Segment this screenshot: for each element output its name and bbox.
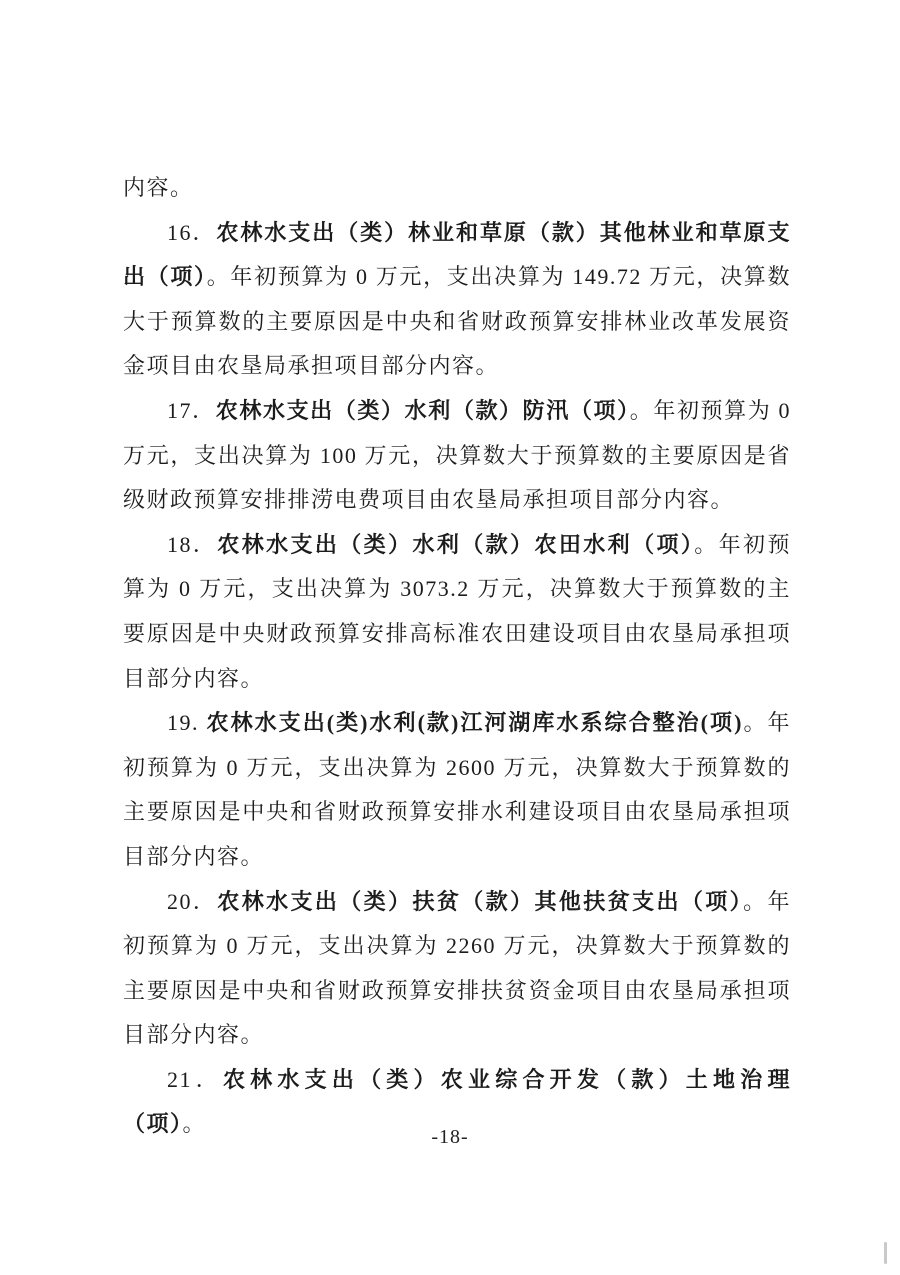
item-21-title: 农林水支出（类）农业综合开发（款）土地治理（项）	[123, 1066, 791, 1137]
document-text	[123, 166, 791, 1147]
item-18-title: 农林水支出（类）水利（款）农田水利（项）	[217, 531, 695, 557]
item-20-body: 。年初预算为 0 万元，支出决算为 2260 万元，决算数大于预算数的主要原因是中央和省财政预算安排扶贫资金项目由农垦局承担项目部分内容。	[123, 888, 791, 1048]
page-number: -18-	[431, 1126, 469, 1148]
page-footer	[0, 1124, 900, 1150]
paragraph-item-16	[123, 211, 791, 389]
item-21-number: 21．	[167, 1066, 223, 1092]
item-20-title: 农林水支出（类）扶贫（款）其他扶贫支出（项）	[217, 888, 744, 914]
item-18-body: 。年初预算为 0 万元，支出决算为 3073.2 万元，决算数大于预算数的主要原因是中央财政预算安排高标准农田建设项目由农垦局承担项目部分内容。	[123, 531, 791, 691]
paragraph-item-18	[123, 523, 791, 701]
paragraph-item-19	[123, 701, 791, 879]
paragraph-item-17	[123, 389, 791, 523]
item-16-title: 农林水支出（类）林业和草原（款）其他林业和草原支出（项）	[123, 219, 791, 290]
paragraph-item-20	[123, 880, 791, 1058]
item-16-body: 。年初预算为 0 万元，支出决算为 149.72 万元，决算数大于预算数的主要原因是中央和省财政预算安排林业改革发展资金项目由农垦局承担项目部分内容。	[123, 264, 791, 379]
item-19-body: 。年初预算为 0 万元，支出决算为 2600 万元，决算数大于预算数的主要原因是中央和省财政预算安排水利建设项目由农垦局承担项目部分内容。	[123, 710, 791, 869]
item-21-body: 。	[182, 1111, 207, 1137]
item-19-title: 农林水支出(类)水利(款)江河湖库水系综合整治(项)	[206, 710, 743, 736]
item-17-body: 。年初预算为 0 万元，支出决算为 100 万元，决算数大于预算数的主要原因是省级财政预算安排排涝电费项目由农垦局承担项目部分内容。	[123, 397, 791, 513]
item-19-number: 19.	[167, 710, 207, 736]
item-17-number: 17．	[167, 397, 216, 423]
paragraph-continuation	[123, 166, 791, 211]
item-17-title: 农林水支出（类）水利（款）防汛（项）	[215, 397, 630, 423]
item-18-number: 18．	[167, 531, 218, 557]
item-20-number: 20．	[167, 888, 218, 914]
continuation-text: 内容。	[123, 175, 194, 200]
item-16-number: 16．	[167, 219, 217, 245]
scan-artifact-mark	[884, 1242, 887, 1264]
